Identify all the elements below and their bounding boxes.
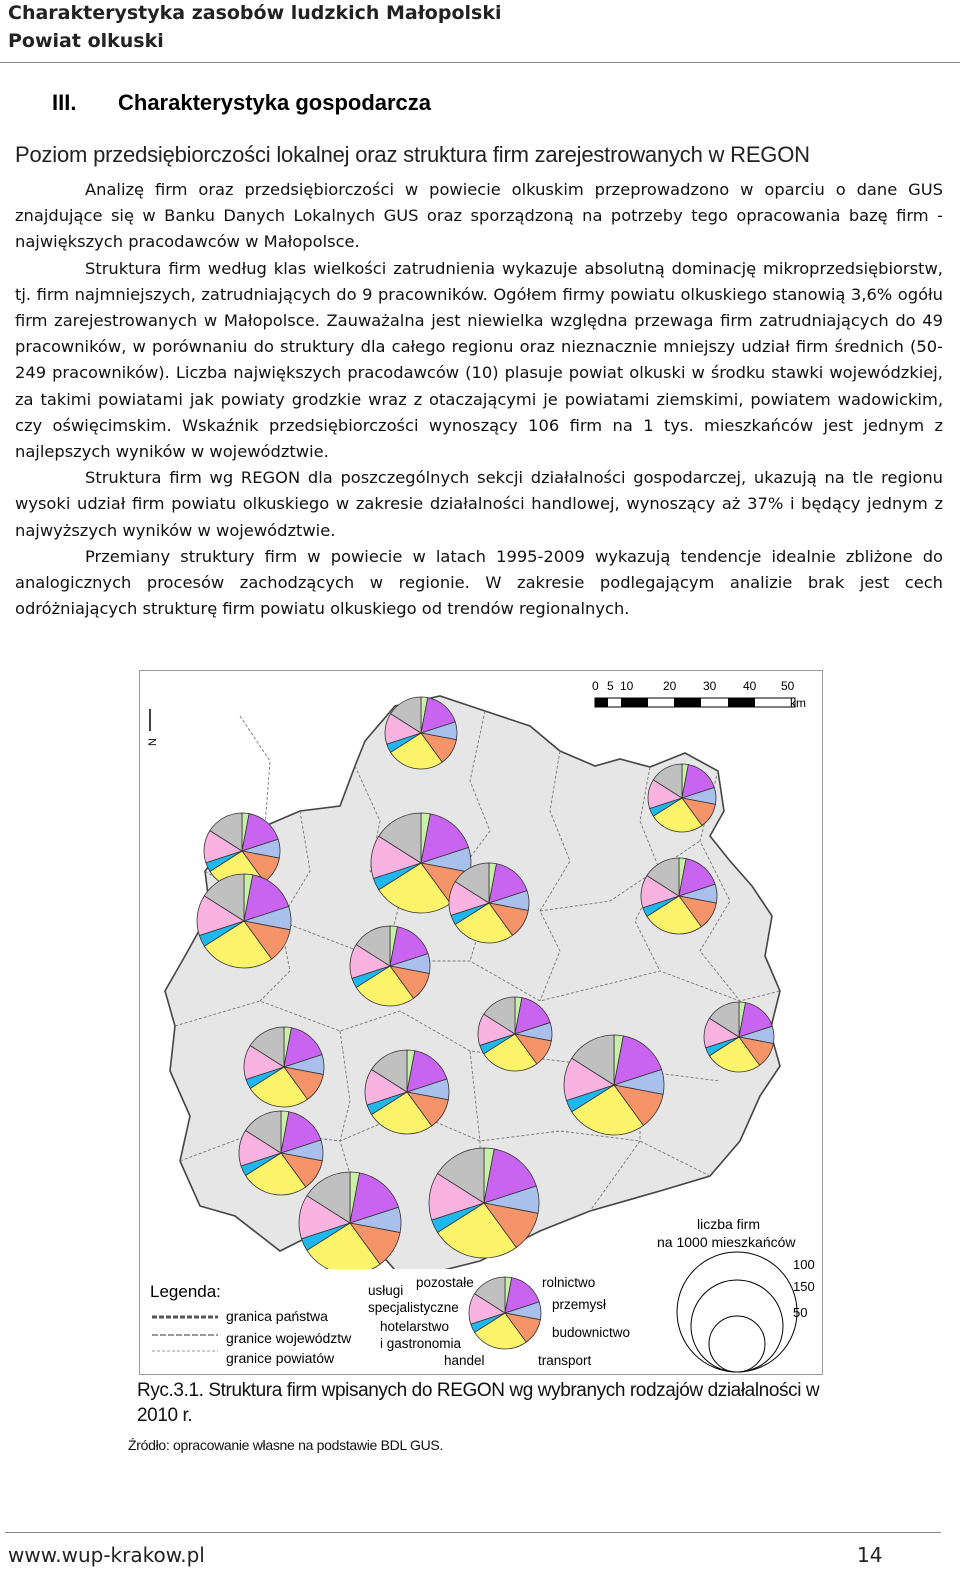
district-pie [704, 1002, 774, 1072]
map-legend [140, 1269, 648, 1373]
sector-label: specjalistyczne [368, 1300, 459, 1315]
scale-bar [595, 698, 795, 707]
size-value: 50 [793, 1305, 808, 1320]
size-circle-50 [709, 1316, 765, 1372]
figure-source: Źródło: opracowanie własne na podstawie BDL GUS. [128, 1437, 444, 1453]
sector-label: handel [444, 1353, 485, 1368]
chapter-title: Charakterystyka gospodarcza [118, 90, 432, 115]
map-svg [140, 671, 822, 1374]
footer-url: www.wup-krakow.pl [8, 1543, 205, 1567]
paragraph: Struktura firm wg REGON dla poszczególnych sekcji działalności gospodarczej, ukazują na tle regionu wysoki udział firm powiatu olkuskiego w zakresie działalności handlowej, wynoszący aż 37% i będący jednym z najwyższych wyników w województwie. [15, 468, 943, 540]
district-pie [564, 1035, 664, 1135]
north-label: N [147, 738, 159, 746]
scale-tick: 20 [663, 679, 677, 693]
district-pie [197, 874, 291, 968]
district-pie [648, 764, 716, 832]
scale-unit: km [790, 696, 806, 710]
size-legend-title: liczba firm [697, 1216, 761, 1232]
chapter-number: III. [52, 90, 77, 115]
sector-label: transport [538, 1353, 592, 1368]
scale-tick: 5 [607, 679, 614, 693]
size-legend-subtitle: na 1000 mieszkańców [657, 1234, 796, 1250]
size-value: 100 [793, 1257, 815, 1272]
legend-title: Legenda: [150, 1282, 221, 1301]
chapter-heading [52, 90, 431, 116]
scale-tick: 50 [781, 679, 795, 693]
body-text [15, 177, 943, 622]
district-pie [429, 1148, 539, 1258]
legend-line-label: granica państwa [226, 1308, 328, 1324]
district-pie [244, 1027, 324, 1107]
page-header [0, 0, 960, 63]
legend-sector-pie [469, 1277, 541, 1349]
header-title: Charakterystyka zasobów ludzkich Małopolski [8, 2, 502, 24]
sector-label: pozostałe [416, 1275, 474, 1290]
sector-label: usługi [368, 1283, 404, 1298]
district-pie [641, 858, 717, 934]
sector-label: hotelarstwo [380, 1319, 450, 1334]
district-pie [350, 926, 430, 1006]
scale-tick: 10 [620, 679, 634, 693]
legend-line-label: granice województw [226, 1330, 352, 1346]
district-pie [478, 997, 552, 1071]
size-value: 150 [793, 1279, 815, 1294]
figure-caption: Ryc.3.1. Struktura firm wpisanych do REGON wg wybranych rodzajów działalności w 2010 r. [137, 1380, 820, 1426]
header-subtitle: Powiat olkuski [8, 30, 164, 52]
district-pie [299, 1172, 401, 1274]
district-pie [449, 863, 529, 943]
sector-label: rolnictwo [542, 1275, 596, 1290]
page-number: 14 [857, 1543, 883, 1567]
paragraph: Przemiany struktury firm w powiecie w latach 1995-2009 wykazują tendencje idealnie zbliżone do analogicznych procesów zachodzących w regionie. W zakresie podlegającym analizie brak jest cech odróżniających strukturę firm powiatu olkuskiego od trendów regionalnych. [15, 546, 943, 619]
pie-chart-map [139, 670, 823, 1375]
sector-label: przemysł [552, 1297, 607, 1312]
legend-line-label: granice powiatów [226, 1350, 335, 1366]
section-subheading: Poziom przedsiębiorczości lokalnej oraz struktura firm zarejestrowanych w REGON [15, 142, 810, 167]
scale-tick: 40 [743, 679, 757, 693]
district-pie [365, 1050, 449, 1134]
legend-pie [469, 1277, 541, 1349]
paragraph: Analizę firm oraz przedsiębiorczości w powiecie olkuskim przeprowadzono w oparciu o dane GUS znajdujące się w Banku Danych Lokalnych GUS oraz sporządzoną na potrzeby tego opracowania bazę firm - największych pracodawców w Małopolsce. [15, 180, 943, 252]
scale-tick: 30 [703, 679, 717, 693]
district-pie [385, 697, 457, 769]
sector-label: i gastronomia [380, 1336, 462, 1351]
sector-label: budownictwo [552, 1325, 631, 1340]
paragraph: Struktura firm według klas wielkości zatrudnienia wykazuje absolutną dominację mikroprzedsiębiorstw, tj. firm najmniejszych, zatrudniających do 9 pracowników. Ogółem firmy powiatu olkuskiego stanowią 3,6% ogółu firm zarejestrowanych w Małopolsce. Zauważalna jest niewielka względna przewaga firm zatrudniających do 49 pracowników, w porównaniu do struktury dla całego regionu oraz nieznacznie mniejszy udział firm średnich (50-249 pracowników). Liczba największych pracodawców (10) plasuje powiat olkuski w środku stawki wojewódzkiej, za takimi powiatami jak powiaty grodzkie wraz z otaczającymi je powiatami ziemskimi, powiatem wadowickim, czy oświęcimskim. Wskaźnik przedsiębiorczości wynoszący 106 firm na 1 tys. mieszkańców jest jednym z najlepszych wyników w województwie. [15, 258, 943, 462]
district-pie [239, 1111, 323, 1195]
size-legend [648, 1213, 822, 1374]
scale-tick: 0 [592, 679, 599, 693]
footer-rule [5, 1532, 941, 1533]
